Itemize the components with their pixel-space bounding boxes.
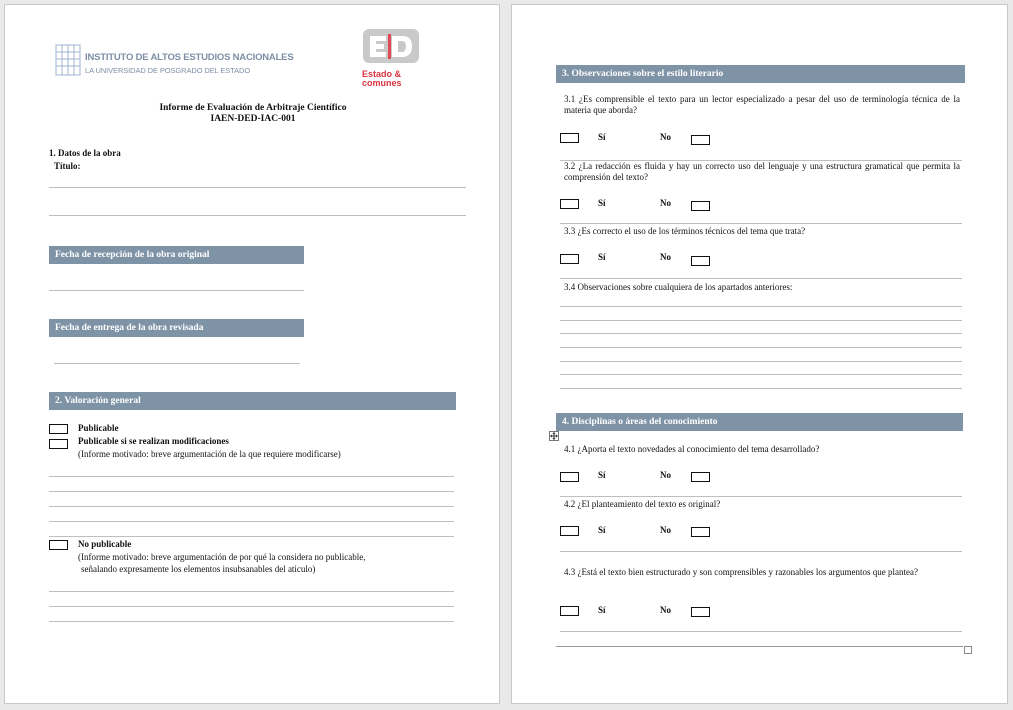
mod-line-2[interactable]	[49, 491, 454, 492]
section-1-heading: 1. Datos de la obra	[49, 148, 121, 158]
q3-1-no-label: No	[660, 132, 671, 142]
q4-2-yes-label: Sí	[598, 525, 606, 535]
obs-line-4[interactable]	[560, 347, 962, 348]
mod-line-3[interactable]	[49, 506, 454, 507]
question-4-3: 4.3 ¿Está el texto bien estructurado y son comprensibles y razonables los argumentos que plantea?	[564, 567, 918, 577]
divider-3-2	[560, 223, 962, 224]
q4-2-yes-checkbox[interactable]	[560, 526, 579, 536]
question-4-2: 4.2 ¿El planteamiento del texto es original?	[564, 499, 721, 509]
document-page-1	[4, 4, 500, 704]
nopub-line-1[interactable]	[49, 591, 454, 592]
obs-line-1[interactable]	[560, 306, 962, 307]
obs-line-5[interactable]	[560, 361, 962, 362]
question-3-3: 3.3 ¿Es correcto el uso de los términos técnicos del tema que trata?	[564, 226, 806, 236]
q4-3-no-label: No	[660, 605, 671, 615]
q3-3-no-label: No	[660, 252, 671, 262]
q3-1-no-checkbox[interactable]	[691, 135, 710, 145]
report-code: IAEN-DED-IAC-001	[210, 114, 296, 124]
q3-2-no-checkbox[interactable]	[691, 201, 710, 211]
obs-line-2[interactable]	[560, 320, 962, 321]
q3-2-yes-label: Sí	[598, 198, 606, 208]
institute-emblem-icon	[55, 44, 81, 76]
section-3-heading: 3. Observaciones sobre el estilo literario	[556, 65, 965, 83]
mod-line-5[interactable]	[49, 536, 454, 537]
no-publicable-note-2: señalando expresamente los elementos insubsanables del aticulo)	[81, 564, 316, 574]
no-publicable-note-1: (Informe motivado: breve argumentación de por qué la considera no publicable,	[78, 552, 366, 562]
q4-2-no-checkbox[interactable]	[691, 527, 710, 537]
publicable-mod-note: (Informe motivado: breve argumentación de la que requiere modificarse)	[78, 449, 341, 459]
question-3-4: 3.4 Observaciones sobre cualquiera de los apartados anteriores:	[564, 282, 793, 292]
partner-brand: Estado & comunes	[362, 69, 402, 88]
obs-line-3[interactable]	[560, 333, 962, 334]
q4-3-yes-checkbox[interactable]	[560, 606, 579, 616]
estado-comunes-logo-icon	[362, 28, 420, 64]
q3-3-no-checkbox[interactable]	[691, 256, 710, 266]
q4-1-no-checkbox[interactable]	[691, 472, 710, 482]
q4-1-yes-checkbox[interactable]	[560, 472, 579, 482]
obs-line-6[interactable]	[560, 374, 962, 375]
section-4-heading: 4. Disciplinas o áreas del conocimiento	[556, 413, 963, 431]
divider-4-2	[560, 551, 962, 552]
nopub-line-2[interactable]	[49, 606, 454, 607]
divider-4-3	[560, 631, 962, 632]
section-2-heading: 2. Valoración general	[49, 392, 456, 410]
publicable-label: Publicable	[78, 423, 119, 433]
q4-2-no-label: No	[660, 525, 671, 535]
document-page-2	[511, 4, 1008, 704]
institute-subtitle: LA UNIVERSIDAD DE POSGRADO DEL ESTADO	[85, 66, 251, 75]
report-title: Informe de Evaluación de Arbitraje Científico	[159, 103, 347, 113]
mod-line-4[interactable]	[49, 521, 454, 522]
table-resize-handle-icon[interactable]	[964, 646, 972, 654]
publicable-checkbox[interactable]	[49, 424, 68, 434]
table-bottom-border	[556, 646, 963, 647]
q3-2-no-label: No	[660, 198, 671, 208]
titulo-line-1[interactable]	[49, 187, 466, 188]
fecha-entrega-header: Fecha de entrega de la obra revisada	[49, 319, 304, 337]
nopub-line-3[interactable]	[49, 621, 454, 622]
q3-2-yes-checkbox[interactable]	[560, 199, 579, 209]
q3-3-yes-checkbox[interactable]	[560, 254, 579, 264]
fecha-entrega-line[interactable]	[54, 363, 300, 364]
partner-logo	[362, 28, 420, 88]
titulo-label: Título:	[54, 161, 81, 171]
q3-1-yes-label: Sí	[598, 132, 606, 142]
institute-name: INSTITUTO DE ALTOS ESTUDIOS NACIONALES	[85, 52, 294, 63]
obs-line-7[interactable]	[560, 388, 962, 389]
q3-1-yes-checkbox[interactable]	[560, 133, 579, 143]
q4-1-yes-label: Sí	[598, 470, 606, 480]
q3-3-yes-label: Sí	[598, 252, 606, 262]
publicable-mod-label: Publicable si se realizan modificaciones	[78, 436, 229, 446]
question-3-1: 3.1 ¿Es comprensible el texto para un lector especializado a pesar del uso de terminología técnica de la materia que aborda?	[564, 94, 960, 115]
no-publicable-checkbox[interactable]	[49, 540, 68, 550]
publicable-mod-checkbox[interactable]	[49, 439, 68, 449]
divider-4-1	[560, 496, 962, 497]
titulo-line-2[interactable]	[49, 215, 466, 216]
fecha-recepcion-line[interactable]	[49, 290, 304, 291]
no-publicable-label: No publicable	[78, 539, 132, 549]
question-3-2: 3.2 ¿La redacción es fluida y hay un correcto uso del lenguaje y una estructura gramatical que permita la comprensión del texto?	[564, 161, 960, 182]
q4-1-no-label: No	[660, 470, 671, 480]
mod-line-1[interactable]	[49, 476, 454, 477]
table-move-handle-icon[interactable]	[549, 431, 559, 441]
question-4-1: 4.1 ¿Aporta el texto novedades al conocimiento del tema desarrollado?	[564, 444, 820, 454]
fecha-recepcion-header: Fecha de recepción de la obra original	[49, 246, 304, 264]
divider-3-3	[560, 278, 962, 279]
q4-3-no-checkbox[interactable]	[691, 607, 710, 617]
q4-3-yes-label: Sí	[598, 605, 606, 615]
